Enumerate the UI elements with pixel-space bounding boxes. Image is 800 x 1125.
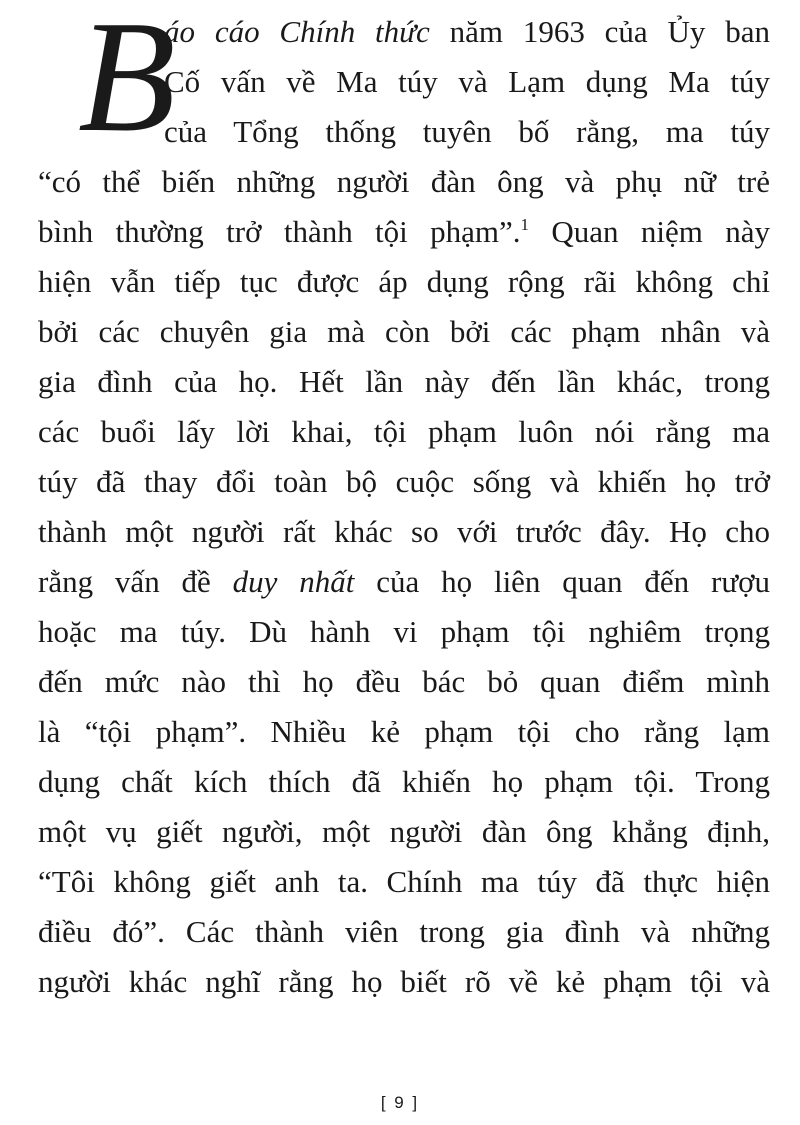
text-line: điều đó”. Các thành viên trong gia đình và những [38,914,770,949]
text-line: các buổi lấy lời khai, tội phạm luôn nói rằng ma [38,414,770,449]
text-line: của Tổng thống tuyên bố rằng, ma túy [164,114,770,149]
text-line [38,562,770,602]
text-line: hoặc ma túy. Dù hành vi phạm tội nghiêm trọng [38,614,770,649]
text-line: người khác nghĩ rằng họ biết rõ về kẻ phạm tội và [38,964,770,999]
text-line: đến mức nào thì họ đều bác bỏ quan điểm mình [38,664,770,699]
drop-cap-letter: B [78,0,176,165]
text-line: “Tôi không giết anh ta. Chính ma túy đã thực hiện [38,864,770,899]
text-segment: năm 1963 của Ủy ban [429,14,770,49]
page-number: [ 9 ] [380,1093,420,1112]
text-line: gia đình của họ. Hết lần này đến lần khác, trong [38,364,770,399]
text-line: một vụ giết người, một người đàn ông khẳng định, [38,814,770,849]
text-line: bởi các chuyên gia mà còn bởi các phạm nhân và [38,314,770,349]
text-line: là “tội phạm”. Nhiều kẻ phạm tội cho rằng lạm [38,714,770,749]
text-line: hiện vẫn tiếp tục được áp dụng rộng rãi không chỉ [38,264,770,299]
emphasis-italic: duy nhất [232,564,355,599]
text-line: túy đã thay đổi toàn bộ cuộc sống và khiến họ trở [38,464,770,499]
text-segment: Quan niệm này [529,214,770,249]
text-segment: rằng vấn đề [38,564,233,599]
text-line: “có thể biến những người đàn ông và phụ nữ trẻ [38,164,770,199]
text-line [164,12,770,52]
text-line [38,212,770,252]
text-segment: của họ liên quan đến rượu [354,564,771,599]
text-line: thành một người rất khác so với trước đây. Họ cho [38,514,770,549]
footnote-marker: 1 [520,215,530,234]
text-segment: bình thường trở thành tội phạm”. [38,214,521,249]
text-line: dụng chất kích thích đã khiến họ phạm tội. Trong [38,764,770,799]
text-line: Cố vấn về Ma túy và Lạm dụng Ma túy [164,64,770,99]
report-title-italic: áo cáo Chính thức [164,14,430,49]
